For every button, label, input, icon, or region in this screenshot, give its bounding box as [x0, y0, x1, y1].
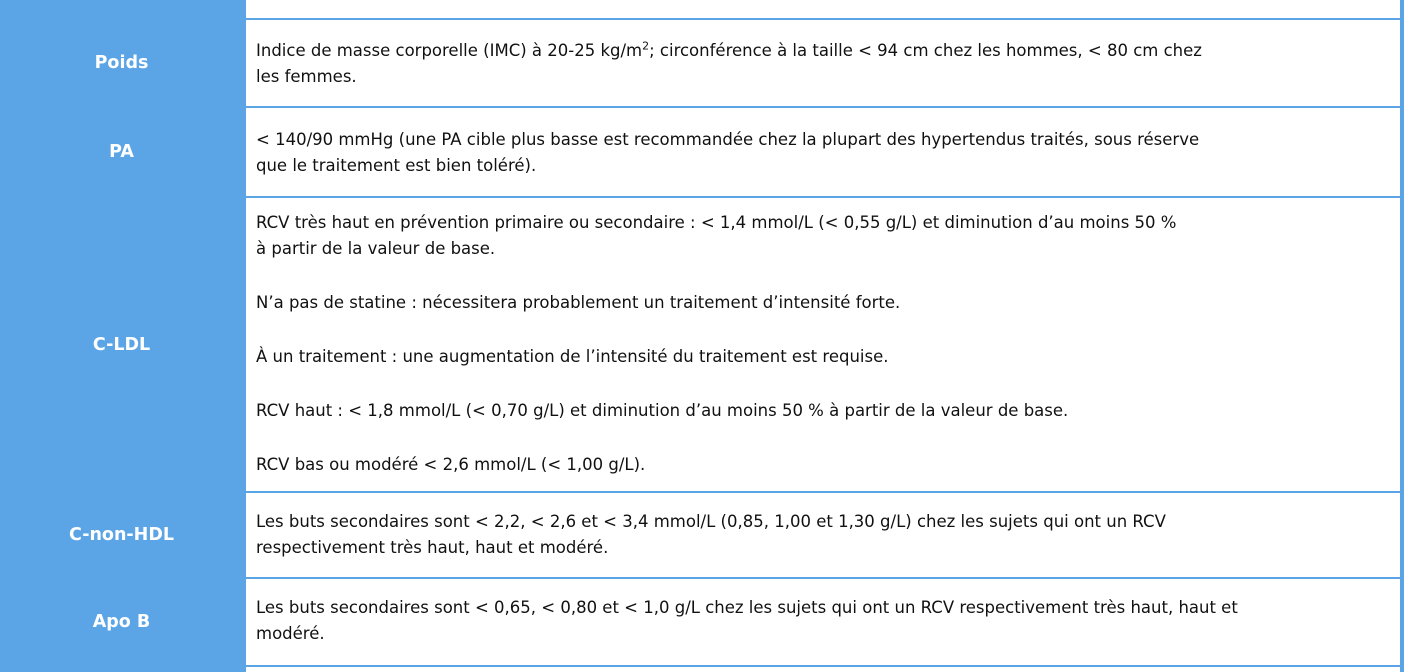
row-label-pa: PA — [0, 108, 243, 196]
cldl-p1-line-2: à partir de la valeur de base. — [256, 239, 496, 258]
cnonhdl-text-line-1: Les buts secondaires sont < 2,2, < 2,6 et < 3,4 mmol/L (0,85, 1,00 et 1,30 g/L) chez les sujets qui ont un RCV — [256, 512, 1166, 531]
row-label-cell — [0, 667, 243, 672]
table-row-apob — [0, 579, 1404, 665]
poids-line1-sup: 2 — [642, 39, 650, 53]
cldl-p1-line-1: RCV très haut en prévention primaire ou secondaire : < 1,4 mmol/L (< 0,55 g/L) et diminution d’au moins 50 % — [256, 213, 1177, 232]
row-content-apob — [246, 579, 1400, 665]
row-label-apob: Apo B — [0, 579, 243, 665]
cldl-p5: RCV bas ou modéré < 2,6 mmol/L (< 1,00 g/L). — [256, 455, 646, 474]
poids-text-line-2: les femmes. — [256, 67, 357, 86]
apob-text-line-1: Les buts secondaires sont < 0,65, < 0,80 et < 1,0 g/L chez les sujets qui ont un RCV respectivement très haut, haut et — [256, 598, 1238, 617]
row-content-cell — [246, 667, 1400, 672]
cnonhdl-text-line-2: respectivement très haut, haut et modéré. — [256, 538, 609, 557]
table-row-cldl — [0, 198, 1404, 491]
row-content-pa — [246, 108, 1400, 196]
row-content-cldl — [246, 198, 1400, 491]
row-content-cell — [246, 0, 1400, 18]
cldl-p4: RCV haut : < 1,8 mmol/L (< 0,70 g/L) et diminution d’au moins 50 % à partir de la valeur de base. — [256, 401, 1069, 420]
poids-line1-pre: Indice de masse corporelle (IMC) à 20-25 kg/m — [256, 41, 643, 60]
row-label-cldl: C-LDL — [0, 198, 243, 491]
row-label-cnonhdl: C-non-HDL — [0, 493, 243, 577]
table-row-pa — [0, 108, 1404, 196]
apob-text-line-2: modéré. — [256, 624, 325, 643]
cldl-p3: À un traitement : une augmentation de l’intensité du traitement est requise. — [256, 347, 889, 366]
poids-text-line-1 — [256, 38, 1384, 64]
row-content-poids — [246, 20, 1400, 106]
table-row-poids — [0, 20, 1404, 106]
table-row-partial-bottom — [0, 667, 1404, 672]
row-label-cell — [0, 0, 243, 18]
row-content-cnonhdl — [246, 493, 1400, 577]
cldl-p2: N’a pas de statine : nécessitera probablement un traitement d’intensité forte. — [256, 293, 901, 312]
row-label-poids: Poids — [0, 20, 243, 106]
pa-text-line-2: que le traitement est bien toléré). — [256, 156, 537, 175]
table-row-partial-top — [0, 0, 1404, 18]
poids-line1-post: ; circonférence à la taille < 94 cm chez les hommes, < 80 cm chez — [649, 41, 1202, 60]
table-row-cnonhdl — [0, 493, 1404, 577]
pa-text-line-1: < 140/90 mmHg (une PA cible plus basse est recommandée chez la plupart des hypertendus traités, sous réserve — [256, 130, 1200, 149]
